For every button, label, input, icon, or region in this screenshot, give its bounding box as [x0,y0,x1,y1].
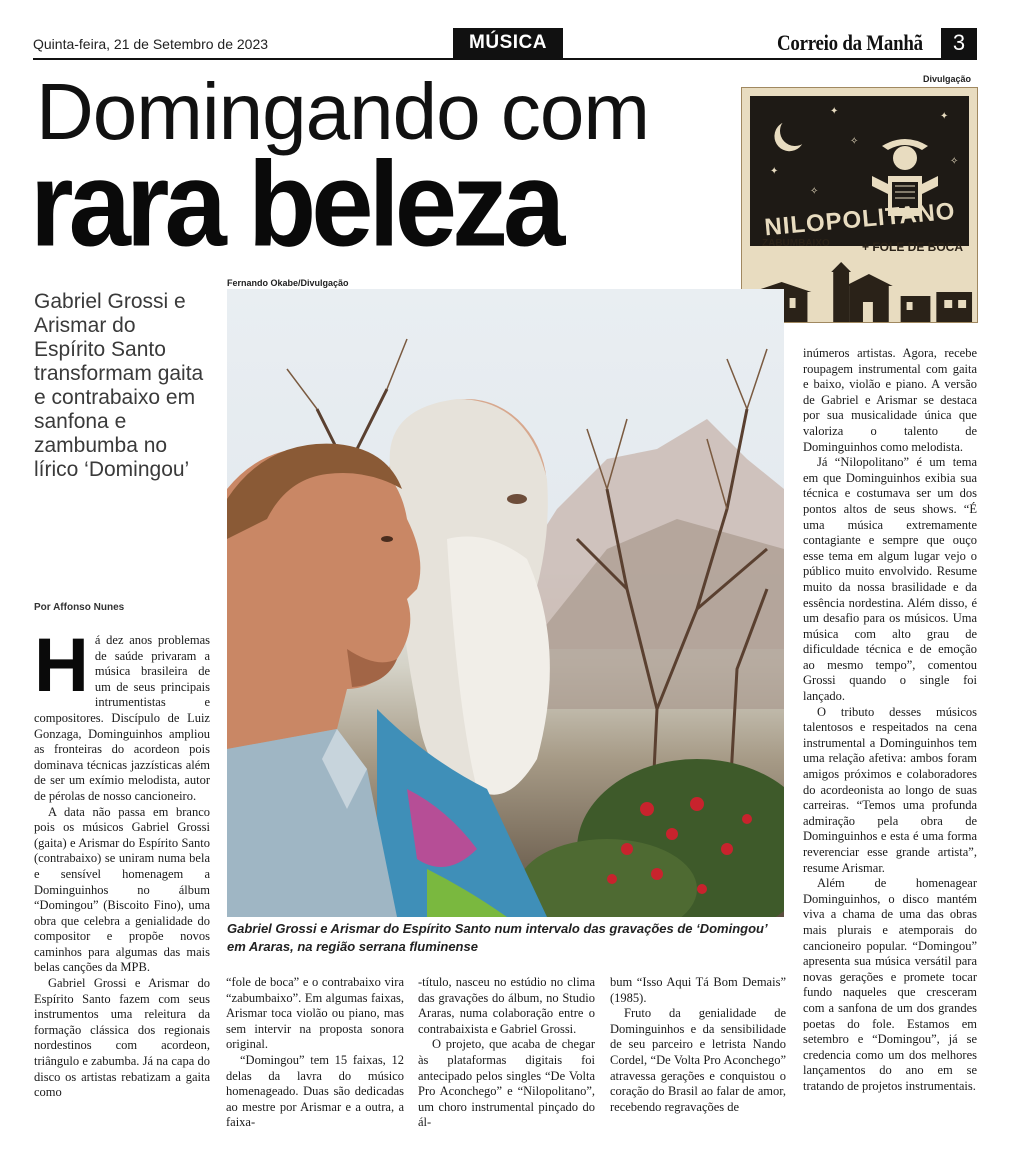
moon-icon [776,112,814,150]
star-icon: ✧ [850,136,859,147]
issue-date: Quinta-feira, 21 de Setembro de 2023 [33,36,269,52]
cover-photo-credit: Divulgação [923,74,972,84]
article-paragraph: “fole de boca” e o contrabaixo vira “zabumbaixo”. Em algumas faixas, Arismar toca violão ou piano, mas sem intervir na proposta sonora original. [226,975,404,1052]
newspaper-name: Correio da Manhã [777,30,923,55]
article-column-3 [418,975,595,1131]
article-byline: Por Affonso Nunes [34,602,125,613]
musicians-portrait-illustration [227,289,784,917]
article-paragraph: O tributo desses músicos talentosos e respeitados na cena instrumental a Dominguinhos tem uma relação afetiva: ambos foram amigos próximos e colaboradores do acordeonista ao longo de suas carreiras. “Temos uma profunda admiração pela obra de Dominguinhos e esta é uma forma reverenciar esse grande artista”, resume Arismar. [803,704,977,875]
paragraph-text: á dez anos problemas de saúde privaram a música brasileira de um de seus principais intrumentistas e compositores. Discípulo de Luiz Gonzaga, Dominguinhos ampliou as fronteiras do acordeon pois dominava técnicas jazzísticas além de ser um exímio melodista, autor de pérolas de nosso cancioneiro. [34,633,210,803]
article-column-1 [34,623,210,1101]
star-icon: ✧ [810,186,819,197]
star-icon: ✧ [950,156,959,167]
cover-subtitle-left: ZABUMBAIXO [762,238,830,249]
star-icon: ✦ [830,106,839,117]
article-paragraph [34,623,210,805]
photo-caption: Gabriel Grossi e Arismar do Espírito Santo num intervalo das gravações de ‘Domingou’ em Araras, na região serrana fluminense [227,921,768,954]
article-paragraph: inúmeros artistas. Agora, recebe roupagem instrumental com gaita e baixo, violão e piano. A versão de Gabriel e Arismar se destaca por sua musicalidade única que valoriza o talento de Dominguinhos como melodista. [803,346,977,454]
article-paragraph: “Domingou” tem 15 faixas, 12 delas da lavra do músico homenageado. Duas são dedicadas ao mestre por Arismar e a outra, a faixa- [226,1052,404,1130]
article-paragraph: Gabriel Grossi e Arismar do Espírito Santo fazem com seus instrumentos uma releitura da formação clássica dos regionais nordestinos com acordeon, triângulo e zabumba. Já na capa do disco os artistas rebatizam a gaita como [34,976,210,1100]
article-paragraph: O projeto, que acaba de chegar às plataformas digitais foi antecipado pelos singles “De Volta Pro Aconchego” e “Nilopolitano”, um choro instrumental pinçado do ál- [418,1037,595,1130]
article-paragraph: A data não passa em branco pois os músicos Gabriel Grossi (gaita) e Arismar do Espírito Santo (contrabaixo) se uniram numa bela e sensível homenagem a Dominguinhos no álbum “Domingou” (Biscoito Fino), uma obra que celebra a genialidade do compositor e propõe novos caminhos para algumas das mais belas canções da MPB. [34,804,210,975]
article-paragraph: -título, nasceu no estúdio no clima das gravações do álbum, no Studio Araras, numa colaboração entre o contrabaixista e Gabriel Grossi. [418,975,595,1036]
cover-subtitle-right: + FOLE DE BOCA [862,240,964,254]
headline-line-1: Domingando com [36,67,649,156]
star-icon: ✦ [940,111,949,122]
article-column-5 [803,346,977,1095]
cover-title: NILOPOLITANO [763,197,957,242]
article-paragraph: bum “Isso Aqui Tá Bom Demais” (1985). [610,975,786,1005]
star-icon: ✦ [770,166,779,177]
headline-line-2: rara beleza [30,136,561,272]
photo-credit: Fernando Okabe/Divulgação [227,278,349,288]
article-lede: Gabriel Grossi e Arismar do Espírito Santo transformam gaita e contrabaixo em sanfona e zambumba no lírico ‘Domingou’ [34,290,204,481]
article-column-2 [226,975,404,1131]
drop-cap: H [34,623,89,708]
section-label: MÚSICA [453,28,563,58]
page-number: 3 [941,28,977,58]
article-paragraph: Fruto da genialidade de Dominguinhos e da sensibilidade de seu parceiro e letrista Nando Cordel, “De Volta Pro Aconchego” atravessa gerações e conquistou o coração do Brasil ao falar de amor, recebendo regravações de [610,1006,786,1114]
article-paragraph: Além de homenagear Dominguinhos, o disco mantém viva a chama de uma das obras mais plurais e atemporais do cancioneiro popular. “Domingou” apresenta sua música versátil para novas gerações e promete tocar fundo naqueles que cresceram com a sanfona de um dos grandes poetas do fole. Estamos em setembro e “Domingou”, já se credencia como um dos melhores lançamentos do ano em se tratando de projetos instrumentais. [803,876,977,1093]
article-column-4 [610,975,786,1115]
article-paragraph: Já “Nilopolitano” é um tema em que Dominguinhos exibia sua técnica e costumava ser um dos pontos altos de seus shows. “É uma música extremamente contagiante e sempre que ouço esse tema em algum lugar vejo o público muito envolvido. Resume muito da nossa brasilidade e da essência nordestina. Além disso, é um desafio para os músicos. Uma música com alto grau de dificuldade técnica e de emoção ao mesmo tempo”, comentou Grossi quando o single foi lançado. [803,455,977,704]
header-rule [33,58,977,60]
article-photo [227,289,784,917]
album-cover-image [741,87,978,323]
